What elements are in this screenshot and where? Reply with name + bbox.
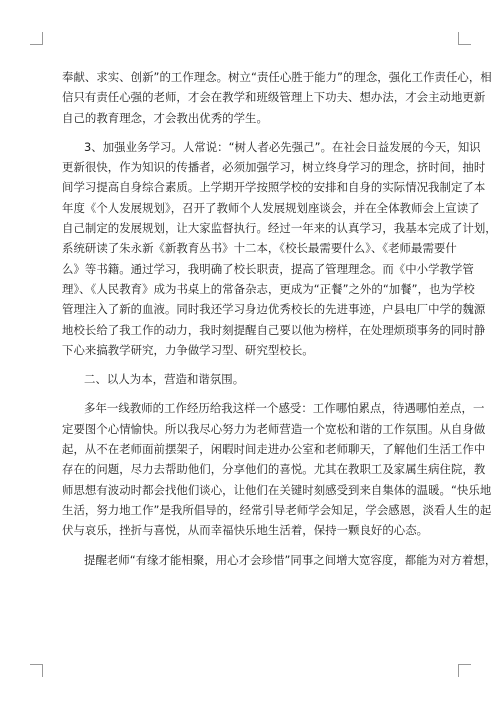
text-line: 地校长给了我工作的动力，我时刻提醒自己要以他为榜样，在处理烦琐事务的同时静 [62,322,486,337]
text-line: 生活，努力地工作”是我所倡导的，经常引导老师学会知足，学会感恩，淡看人生的起 [62,502,492,517]
text-line: 二、以人为本，营造和谐氛围。 [84,372,245,387]
text-line: 存在的问题，尽力去帮助他们，分享他们的喜悦。尤其在教职工及家属生病住院，教 [62,462,486,477]
text-line: 间学习提高自身综合素质。上学期开学按照学校的安排和自身的实际情况我制定了本 [62,180,486,195]
crop-mark-top-left [30,32,43,45]
text-line: 年度《个人发展规划》，召开了教师个人发展规划座谈会，并在全体教师会上宣读了 [62,200,480,215]
text-line: 起，从不在老师面前摆架子，闲暇时间走进办公室和老师聊天，了解他们生活工作中 [62,442,486,457]
paragraph [62,398,492,540]
text-line: 自己制定的发展规划，让大家监督执行。经过一年来的认真学习，我基本完成了计划， [62,221,497,236]
text-line: 系统研读了朱永新《新教育丛书》十二本，《校长最需要什么》、《老师最需要什 [62,241,457,256]
paragraph [62,67,492,128]
crop-mark-bottom-left [30,664,43,677]
document-body [62,67,497,570]
text-line: 下心来搞教学研究，力争做学习型、研究型校长。 [62,342,314,357]
text-line: 师思想有波动时都会找他们谈心，让他们在关键时刻感受到来自集体的温暖。“快乐地 [62,482,492,497]
text-line: 多年一线教师的工作经历给我这样一个感受：工作哪怕累点，待遇哪怕差点，一 [84,401,485,416]
crop-mark-bottom-right [458,664,471,677]
text-line: 么》等书籍。通过学习，我明确了校长职责，提高了管理理念。而《中小学教学管 [62,261,474,276]
text-line: 理》、《人民教育》成为书桌上的常备杂志，更成为“正餐”之外的“加餐”，也为学校 [62,281,475,296]
text-line: 奉献、求实、创新”的工作理念。树立“责任心胜于能力”的理念，强化工作责任心，相 [62,70,492,84]
paragraph [62,550,497,570]
section-heading [62,369,440,389]
crop-mark-top-right [458,32,471,45]
text-line: 3、加强业务学习。人常说：“树人者必先强己”。在社会日益发展的今天，知识 [84,139,481,154]
text-line: 伏与哀乐，挫折与喜悦，从而幸福快乐地生活着，保持一颗良好的心态。 [62,523,429,538]
text-line: 信只有责任心强的老师，才会在教学和班级管理上下功夫、想办法，才会主动地更新 [62,90,486,105]
text-line: 定要图个心情愉快。所以我尽心努力为老师营造一个宽松和谐的工作氛围。从自身做 [62,421,486,436]
text-line: 更新很快，作为知识的传播者，必须加强学习，树立终身学习的理念，挤时间，抽时 [62,160,486,175]
paragraph [62,137,497,360]
text-line: 自己的教育理念，才会教出优秀的学生。 [62,110,268,125]
text-line: 提醒老师“有缘才能相聚，用心才会珍惜”同事之间增大宽容度，都能为对方着想， [84,552,497,567]
text-line: 管理注入了新的血液。同时我还学习身边优秀校长的先进事迹，户县电厂中学的魏源 [62,302,486,317]
